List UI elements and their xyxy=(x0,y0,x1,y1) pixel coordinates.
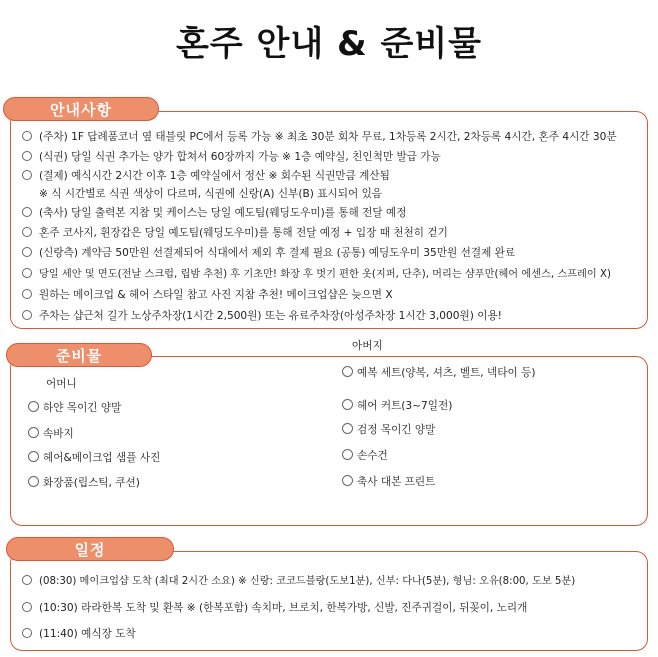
circle-bullet-icon xyxy=(22,628,32,638)
circle-bullet-icon xyxy=(22,151,32,161)
mother-item: 화장품(립스틱, 쿠션) xyxy=(28,476,140,490)
circle-checkbox-icon xyxy=(28,401,39,412)
schedule-label: 일정 xyxy=(6,537,174,561)
father-item: 헤어 커트(3~7일전) xyxy=(342,399,452,413)
circle-checkbox-icon xyxy=(342,423,353,434)
info-item: 혼주 코사지, 휜장갑은 당일 예도팀(웨딩도우미)를 통해 전달 예정 + 입장 때 천천히 걷기 xyxy=(22,226,448,240)
info-item: (결제) 예식시간 2시간 이후 1층 예약실에서 정산 ※ 회수된 식권만큼 계산됨 xyxy=(22,169,390,183)
info-item: 당일 세안 및 면도(전날 스크럽, 립밤 추천) 후 기초만! 화장 후 벗기 편한 옷(지퍼, 단추), 머리는 샴푸만(헤어 에센스, 스프레이 X) xyxy=(22,267,611,282)
info-item: (축사) 당일 출력본 지참 및 케이스는 당일 예도팀(웨딩도우미)를 통해 전달 예정 xyxy=(22,206,406,220)
father-item: 검정 목이긴 양말 xyxy=(342,423,435,437)
circle-bullet-icon xyxy=(22,289,32,299)
circle-bullet-icon xyxy=(22,227,32,237)
supplies-section xyxy=(10,356,648,526)
circle-checkbox-icon xyxy=(28,476,39,487)
schedule-item: (08:30) 메이크업샵 도착 (최대 2시간 소요) ※ 신랑: 코코드블랑(도보1분), 신부: 다나(5분), 형님: 오유(8:00, 도보 5분) xyxy=(22,574,575,589)
circle-bullet-icon xyxy=(22,207,32,217)
circle-bullet-icon xyxy=(22,602,32,612)
schedule-item: (11:40) 예식장 도착 xyxy=(22,627,136,641)
circle-bullet-icon xyxy=(22,247,32,257)
circle-checkbox-icon xyxy=(342,399,353,410)
info-item: 주차는 샵근처 길가 노상주차장(1시간 2,500원) 또는 유료주차장(아성주차장 1시간 3,000원) 이용! xyxy=(22,309,502,323)
info-item: 원하는 메이크업 & 헤어 스타일 참고 사진 지참 추천! 메이크업샵은 늦으면 X xyxy=(22,288,393,302)
page-title: 혼주 안내 & 준비물 xyxy=(175,24,483,64)
circle-checkbox-icon xyxy=(28,451,39,462)
father-item: 손수건 xyxy=(342,449,388,463)
circle-checkbox-icon xyxy=(28,427,39,438)
mother-item: 속바지 xyxy=(28,427,74,441)
mother-item: 하얀 목이긴 양말 xyxy=(28,401,121,415)
circle-bullet-icon xyxy=(22,575,32,585)
circle-checkbox-icon xyxy=(342,475,353,486)
info-label: 안내사항 xyxy=(3,97,159,121)
info-item: (식권) 당일 식권 추가는 양가 합쳐서 60장까지 가능 ※ 1층 예약실, 친인척만 발급 가능 xyxy=(22,150,441,164)
info-note: ※ 식 시간별로 식권 색상이 다르며, 식권에 신랑(A) 신부(B) 표시되어 있음 xyxy=(39,188,383,200)
circle-bullet-icon xyxy=(22,170,32,180)
circle-bullet-icon xyxy=(22,310,32,320)
circle-bullet-icon xyxy=(22,131,32,141)
circle-checkbox-icon xyxy=(342,366,353,377)
mother-heading: 어머니 xyxy=(46,378,77,390)
father-item: 예복 세트(양복, 셔츠, 벨트, 넥타이 등) xyxy=(342,366,535,380)
supplies-label: 준비물 xyxy=(6,343,152,367)
circle-checkbox-icon xyxy=(342,449,353,460)
father-item: 축사 대본 프린트 xyxy=(342,475,435,489)
mother-item: 헤어&메이크업 샘플 사진 xyxy=(28,451,160,465)
father-heading: 아버지 xyxy=(352,340,383,352)
schedule-item: (10:30) 라라한복 도착 및 환복 ※ (한복포함) 속치마, 브로치, 한복가방, 신발, 진주귀걸이, 뒤꽂이, 노리개 xyxy=(22,601,527,615)
circle-bullet-icon xyxy=(22,268,32,278)
info-item: (신랑측) 계약금 50만원 선결제되어 식대에서 제외 후 결제 필요 (공통) 예딩도우미 35만원 선결제 완료 xyxy=(22,246,515,260)
info-item: (주차) 1F 답례품코너 옆 태블릿 PC에서 등록 가능 ※ 최초 30분 회차 무료, 1차등록 2시간, 2차등록 4시간, 혼주 4시간 30분 xyxy=(22,130,617,144)
